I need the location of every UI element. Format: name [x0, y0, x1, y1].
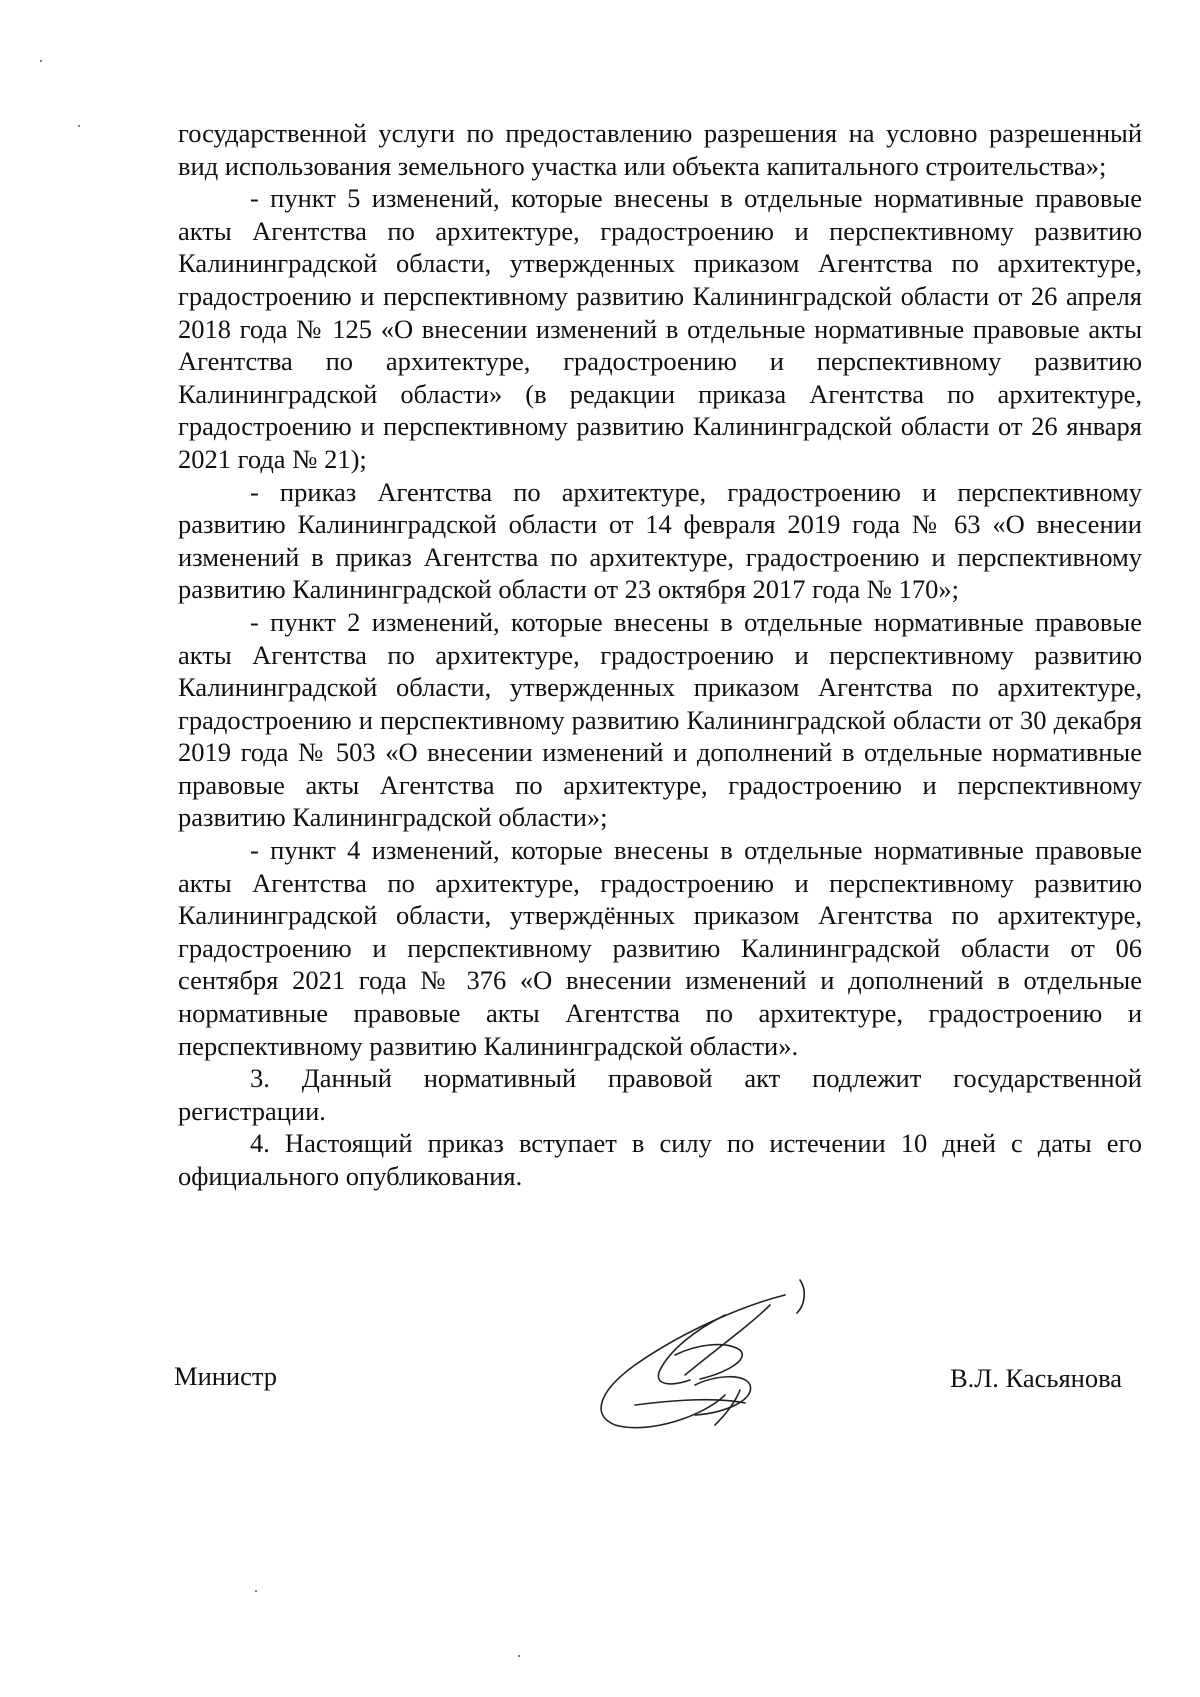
signatory-name: В.Л. Касьянова	[950, 1363, 1123, 1393]
scan-speck	[255, 1590, 257, 1592]
paragraph-item-point-5: - пункт 5 изменений, которые внесены в отдельные нормативные правовые акты Агентства по архитектуре, градостроению и перспективному развитию Калининградской области, утвержденных приказом Агентства по архитектуре, градостроению и перспективному развитию Калининградской области от 26 апреля 2018 года № 125 «О внесении изменений в отдельные нормативные правовые акты Агентства по архитектуре, градостроению и перспективному развитию Калининградской области» (в редакции приказа Агентства по архитектуре, градостроению и перспективному развитию Калининградской области от 26 января 2021 года № 21);	[178, 183, 1142, 474]
scan-speck	[40, 60, 42, 62]
paragraph-item-point-4: - пункт 4 изменений, которые внесены в отдельные нормативные правовые акты Агентства по архитектуре, градостроению и перспективному развитию Калининградской области, утверждённых приказом Агентства по архитектуре, градостроению и перспективному развитию Калининградской области от 06 сентября 2021 года № 376 «О внесении изменений и дополнений в отдельные нормативные правовые акты Агентства по архитектуре, градостроению и перспективному развитию Калининградской области».	[178, 835, 1142, 1061]
paragraph-continuation: государственной услуги по предоставлению разрешения на условно разрешенный вид использования земельного участка или объекта капитального строительства»;	[178, 118, 1142, 181]
paragraph-item-point-2: - пункт 2 изменений, которые внесены в отдельные нормативные правовые акты Агентства по архитектуре, градостроению и перспективному развитию Калининградской области, утвержденных приказом Агентства по архитектуре, градостроению и перспективному развитию Калининградской области от 30 декабря 2019 года № 503 «О внесении изменений и дополнений в отдельные нормативные правовые акты Агентства по архитектуре, градостроению и перспективному развитию Калининградской области»;	[178, 606, 1142, 833]
paragraph-clause-3: 3. Данный нормативный правовой акт подлежит государственной регистрации.	[178, 1063, 1142, 1126]
paragraph-item-order-63: - приказ Агентства по архитектуре, градостроению и перспективному развитию Калининградской области от 14 февраля 2019 года № 63 «О внесении изменений в приказ Агентства по архитектуре, градостроению и перспективному развитию Калининградской области от 23 октября 2017 года № 170»;	[178, 476, 1142, 605]
scan-speck	[518, 1655, 520, 1657]
paragraph-clause-4: 4. Настоящий приказ вступает в силу по истечении 10 дней с даты его официального опубликования.	[178, 1128, 1142, 1191]
scan-speck	[78, 125, 80, 127]
signatory-title: Министр	[174, 1361, 278, 1391]
handwritten-signature-icon	[575, 1275, 815, 1445]
document-body	[178, 117, 1142, 1193]
